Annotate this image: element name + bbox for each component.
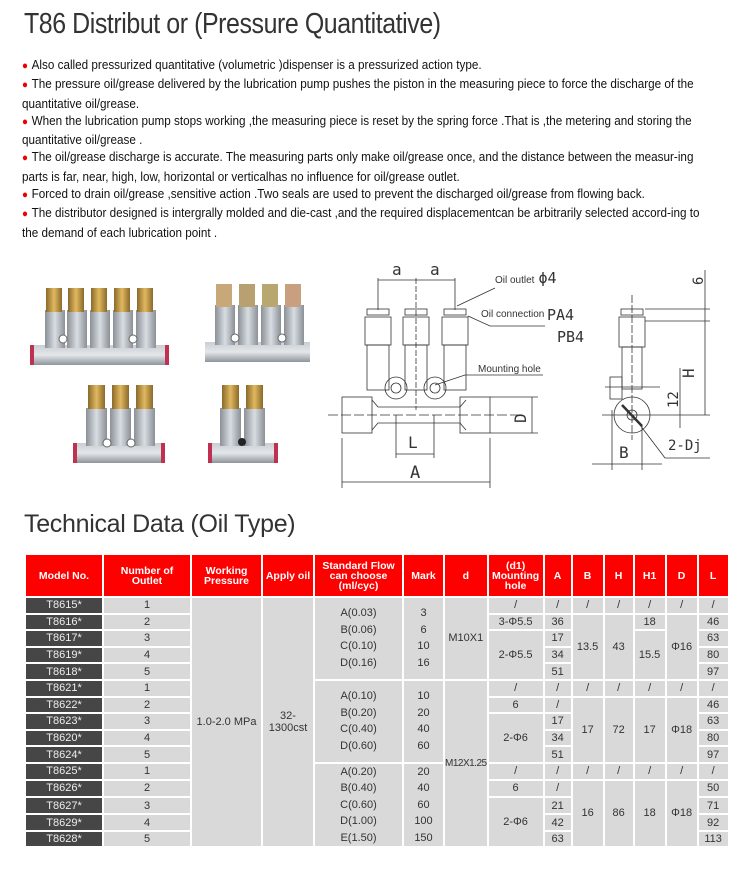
outlet-cell: 2 xyxy=(104,698,190,713)
H1-cell: / xyxy=(635,598,665,613)
A-cell: 17 xyxy=(545,631,571,646)
dim-a-label: a xyxy=(430,260,440,279)
H1-cell: 17 xyxy=(635,698,665,762)
mark-cell: 3 6 10 16 xyxy=(404,598,443,679)
A-cell: 42 xyxy=(545,815,571,830)
H1-cell: 18 xyxy=(635,781,665,847)
model-cell: T8626* xyxy=(26,781,102,796)
model-cell: T8627* xyxy=(26,798,102,813)
bullet-icon: ● xyxy=(22,115,28,128)
apply-oil-cell: 32-1300cst xyxy=(263,598,313,846)
L-cell: 46 xyxy=(699,698,728,713)
model-cell: T8628* xyxy=(26,832,102,847)
distributor-photo-2-outlet xyxy=(208,385,278,463)
technical-drawing xyxy=(310,250,750,490)
header-H1: H1 xyxy=(635,555,665,596)
model-cell: T8615* xyxy=(26,598,102,613)
H1-cell: 18 xyxy=(635,615,665,630)
L-cell: / xyxy=(699,681,728,696)
model-cell: T8621* xyxy=(26,681,102,696)
L-cell: 63 xyxy=(699,631,728,646)
d1-cell: 6 xyxy=(489,698,543,713)
H-cell: 86 xyxy=(605,781,633,847)
d1-cell: 6 xyxy=(489,781,543,796)
d1-cell: / xyxy=(489,764,543,779)
D-cell: / xyxy=(667,764,697,779)
outlet-cell: 3 xyxy=(104,798,190,813)
bullet-icon: ● xyxy=(22,60,28,72)
B-cell: / xyxy=(573,681,603,696)
d1-cell: 2-Φ5.5 xyxy=(489,631,543,679)
d1-cell: / xyxy=(489,681,543,696)
model-cell: T8616* xyxy=(26,615,102,630)
L-cell: / xyxy=(699,598,728,613)
model-cell: T8622* xyxy=(26,698,102,713)
B-cell: / xyxy=(573,764,603,779)
A-cell: 51 xyxy=(545,664,571,679)
L-cell: 63 xyxy=(699,714,728,729)
outlet-cell: 5 xyxy=(104,747,190,762)
flow-cell: A(0.10) B(0.20) C(0.40) D(0.60) xyxy=(315,681,402,762)
A-cell: 36 xyxy=(545,615,571,630)
D-cell: Φ16 xyxy=(667,615,697,679)
L-cell: 113 xyxy=(699,832,728,847)
table-row xyxy=(26,681,728,696)
dim-D-label: D xyxy=(511,413,530,423)
A-cell: 51 xyxy=(545,747,571,762)
distributor-photo-4-outlet xyxy=(205,284,310,362)
d1-cell: 2-Φ6 xyxy=(489,798,543,847)
model-cell: T8623* xyxy=(26,714,102,729)
dim-a-label: a xyxy=(392,260,402,279)
header-working-pressure: Working Pressure xyxy=(192,555,261,596)
D-cell: / xyxy=(667,598,697,613)
D-cell: / xyxy=(667,681,697,696)
flow-cell: A(0.03) B(0.06) C(0.10) D(0.16) xyxy=(315,598,402,679)
model-cell: T8629* xyxy=(26,815,102,830)
header-mark: Mark xyxy=(404,555,443,596)
outlet-cell: 2 xyxy=(104,615,190,630)
table-row xyxy=(26,764,728,779)
front-view xyxy=(328,260,584,488)
header-L: L xyxy=(699,555,728,596)
B-cell: 17 xyxy=(573,698,603,762)
A-cell: / xyxy=(545,764,571,779)
H1-cell: / xyxy=(635,764,665,779)
dim-B-label: B xyxy=(619,443,629,462)
L-cell: 80 xyxy=(699,731,728,746)
feature-item: ● The distributor designed is intergrally molded and die-cast ,and the required displacementcan be arbitrarily selected accord-ing to the demand of each lubrication point . xyxy=(22,205,700,240)
pb4-label: PB4 xyxy=(557,328,585,346)
dim-6-label: 6 xyxy=(691,276,707,285)
L-cell: 46 xyxy=(699,615,728,630)
header-model-no: Model No. xyxy=(26,555,102,596)
A-cell: 21 xyxy=(545,798,571,813)
outlet-cell: 4 xyxy=(104,648,190,663)
outlet-cell: 1 xyxy=(104,764,190,779)
A-cell: / xyxy=(545,781,571,796)
dim-H-label: H xyxy=(679,368,698,378)
outlet-cell: 4 xyxy=(104,815,190,830)
dim-L-label: L xyxy=(408,433,418,452)
dim-dj-label: 2-Dj xyxy=(668,438,702,454)
working-pressure-cell: 1.0-2.0 MPa xyxy=(192,598,261,846)
outlet-cell: 2 xyxy=(104,781,190,796)
mounting-hole-label: Mounting hole xyxy=(478,364,541,375)
A-cell: 34 xyxy=(545,648,571,663)
product-photos xyxy=(0,250,310,470)
flow-cell: A(0.20) B(0.40) C(0.60) D(1.00) E(1.50) xyxy=(315,764,402,847)
header-standard-flow: Standard Flow can choose (ml/cyc) xyxy=(315,555,402,596)
outlet-cell: 3 xyxy=(104,714,190,729)
model-cell: T8617* xyxy=(26,631,102,646)
B-cell: / xyxy=(573,598,603,613)
outlet-cell: 1 xyxy=(104,598,190,613)
outlet-cell: 3 xyxy=(104,631,190,646)
table-header-row xyxy=(26,555,728,596)
A-cell: 34 xyxy=(545,731,571,746)
outlet-cell: 5 xyxy=(104,832,190,847)
header-apply-oil: Apply oil xyxy=(263,555,313,596)
distributor-photo-3-outlet xyxy=(73,385,165,463)
outlet-cell: 5 xyxy=(104,664,190,679)
feature-item: ● The pressure oil/grease delivered by the lubrication pump pushes the piston in the measuring piece to force the discharge of the quantitative oil/grease. xyxy=(22,76,694,111)
d-cell: M12X1.25 xyxy=(445,681,487,846)
H-cell: 72 xyxy=(605,698,633,762)
d1-cell: 3-Φ5.5 xyxy=(489,615,543,630)
A-cell: / xyxy=(545,598,571,613)
d-cell: M10X1 xyxy=(445,598,487,679)
header-d1-mounting-hole: (d1) Mounting hole xyxy=(489,555,543,596)
outlet-cell: 4 xyxy=(104,731,190,746)
L-cell: 80 xyxy=(699,648,728,663)
H1-cell: 15.5 xyxy=(635,631,665,679)
technical-data-table xyxy=(24,553,730,848)
model-cell: T8624* xyxy=(26,747,102,762)
L-cell: 71 xyxy=(699,798,728,813)
feature-item: ● The oil/grease discharge is accurate. The measuring parts only make oil/grease once, and the distance between the measur-ing parts is far, near, high, low, horizontal or verticalhas no influence for oil/grease outlet. xyxy=(22,149,694,184)
H-cell: 43 xyxy=(605,615,633,679)
L-cell: 97 xyxy=(699,747,728,762)
feature-list xyxy=(22,56,706,241)
bullet-icon: ● xyxy=(22,79,28,92)
oil-connection-label: Oil connection xyxy=(481,309,545,320)
model-cell: T8625* xyxy=(26,764,102,779)
L-cell: / xyxy=(699,764,728,779)
A-cell: / xyxy=(545,681,571,696)
bullet-icon: ● xyxy=(22,208,28,221)
section-title: Technical Data (Oil Type) xyxy=(24,510,296,538)
A-cell: 17 xyxy=(545,714,571,729)
B-cell: 13.5 xyxy=(573,615,603,679)
header-A: A xyxy=(545,555,571,596)
header-B: B xyxy=(573,555,603,596)
mark-cell: 10 20 40 60 xyxy=(404,681,443,762)
feature-item: ● Forced to drain oil/grease ,sensitive action .Two seals are used to prevent the discharged oil/grease from flowing back. xyxy=(22,186,645,202)
D-cell: Φ18 xyxy=(667,781,697,847)
H-cell: / xyxy=(605,764,633,779)
side-view xyxy=(592,270,710,470)
L-cell: 50 xyxy=(699,781,728,796)
model-cell: T8619* xyxy=(26,648,102,663)
d1-cell: 2-Φ6 xyxy=(489,714,543,762)
d1-cell: / xyxy=(489,598,543,613)
feature-item: ● Also called pressurized quantitative (volumetric )dispenser is a pressurized action type. xyxy=(22,57,482,72)
header-d: d xyxy=(445,555,487,596)
bullet-icon: ● xyxy=(22,189,28,202)
outlet-cell: 1 xyxy=(104,681,190,696)
B-cell: 16 xyxy=(573,781,603,847)
model-cell: T8620* xyxy=(26,731,102,746)
H-cell: / xyxy=(605,598,633,613)
bullet-icon: ● xyxy=(22,152,28,165)
feature-item: ● When the lubrication pump stops working ,the measuring piece is reset by the spring force .That is ,the metering and storing the quantitative oil/grease . xyxy=(22,112,692,148)
header-H: H xyxy=(605,555,633,596)
L-cell: 92 xyxy=(699,815,728,830)
A-cell: 63 xyxy=(545,832,571,847)
table-row xyxy=(26,598,728,613)
A-cell: / xyxy=(545,698,571,713)
pa4-label: PA4 xyxy=(547,306,575,324)
mark-cell: 20 40 60 100 150 xyxy=(404,764,443,847)
page-title: T86 Distribut or (Pressure Quantitative) xyxy=(24,8,441,40)
oil-outlet-label: Oil outlet ϕ4 xyxy=(495,269,557,287)
H-cell: / xyxy=(605,681,633,696)
model-cell: T8618* xyxy=(26,664,102,679)
L-cell: 97 xyxy=(699,664,728,679)
distributor-photo-5-outlet xyxy=(30,288,169,365)
H1-cell: / xyxy=(635,681,665,696)
dim-12-label: 12 xyxy=(666,391,682,408)
header-number-of-outlet: Number of Outlet xyxy=(104,555,190,596)
dim-A-label: A xyxy=(410,463,421,483)
D-cell: Φ18 xyxy=(667,698,697,762)
header-D: D xyxy=(667,555,697,596)
